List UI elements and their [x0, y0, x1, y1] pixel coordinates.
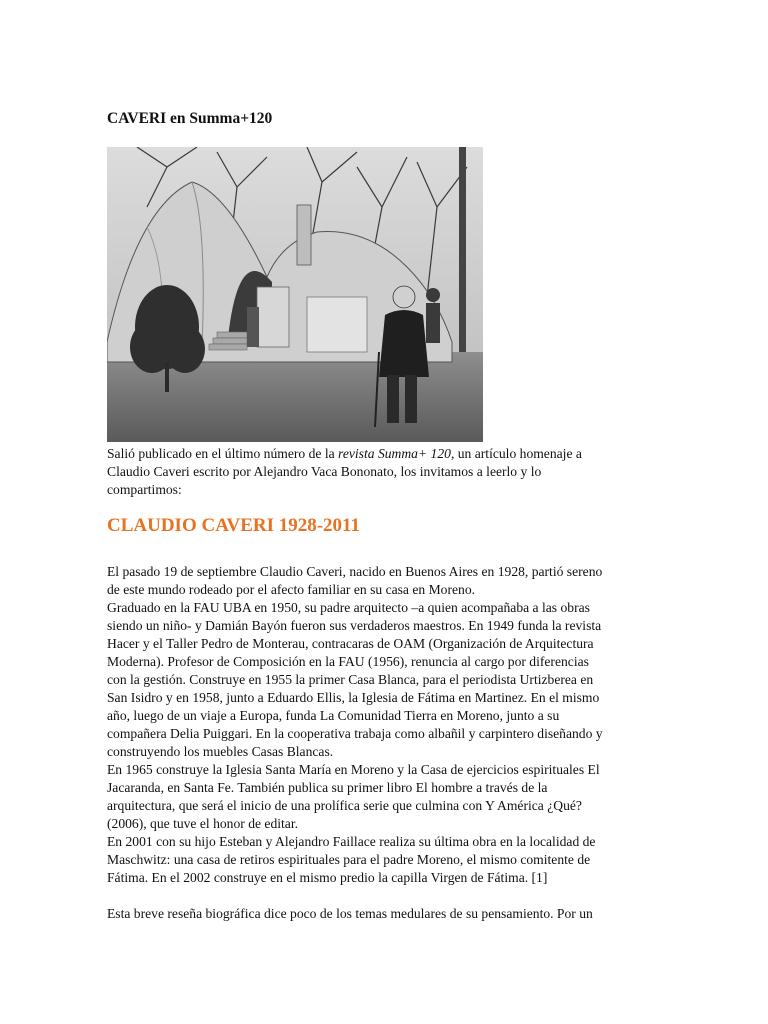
paragraph-spacer: [107, 887, 662, 905]
paragraph-4: En 2001 con su hijo Esteban y Alejandro Faillace realiza su última obra en la localidad de Maschwitz: una casa de retiros espirituales para el padre Moreno, el mismo comitente de Fátima. En el 2002 construye en el mismo predio la capilla Virgen de Fátima. [1]: [107, 834, 596, 885]
post-heading: CAVERI en Summa+120: [107, 110, 273, 127]
intro-line-1: Salió publicado en el último número de la revista Summa+ 120, un artículo homenaje a: [107, 446, 582, 461]
paragraph-3: En 1965 construye la Iglesia Santa María en Moreno y la Casa de ejercicios espirituales El Jacaranda, en Santa Fe. También publica su primer libro El hombre a través de la arquitectura, que será el inicio de una prolífica serie que culmina con Y América ¿Qué? (2006), que tuve el honor de editar.: [107, 762, 600, 831]
intro-line-2: Claudio Caveri escrito por Alejandro Vaca Bononato, los invitamos a leerlo y lo: [107, 464, 542, 479]
intro-paragraph: [107, 445, 662, 499]
house-photo-illustration: [107, 147, 483, 442]
paragraph-1: El pasado 19 de septiembre Claudio Caveri, nacido en Buenos Aires en 1928, partió sereno de este mundo rodeado por el afecto familiar en su casa en Moreno.: [107, 564, 603, 597]
article-body: [107, 563, 662, 923]
paragraph-5: Esta breve reseña biográfica dice poco de los temas medulares de su pensamiento. Por un: [107, 906, 593, 921]
article-title: CLAUDIO CAVERI 1928-2011: [107, 515, 361, 536]
magazine-link: revista Summa+ 120: [338, 446, 451, 461]
caveri-photo: [107, 147, 483, 442]
intro-line-3: compartimos:: [107, 482, 182, 497]
paragraph-2: Graduado en la FAU UBA en 1950, su padre arquitecto –a quien acompañaba a las obras siendo un niño- y Damián Bayón fueron sus verdaderos maestros. En 1949 funda la revista Hacer y el Taller Pedro de Monterau, contracaras de OAM (Organización de Arquitectura Moderna). Profesor de Composición en la FAU (1956), renuncia al cargo por diferencias con la gestión. Construye en 1955 la primer Casa Blanca, para el periodista Urtizberea en San Isidro y en 1958, junto a Eduardo Ellis, la Iglesia de Fátima en Martinez. En el mismo año, luego de un viaje a Europa, funda La Comunidad Tierra en Moreno, junto a su compañera Delia Puiggari. En la cooperativa trabaja como albañil y carpintero diseñando y construyendo los muebles Casas Blancas.: [107, 600, 603, 759]
